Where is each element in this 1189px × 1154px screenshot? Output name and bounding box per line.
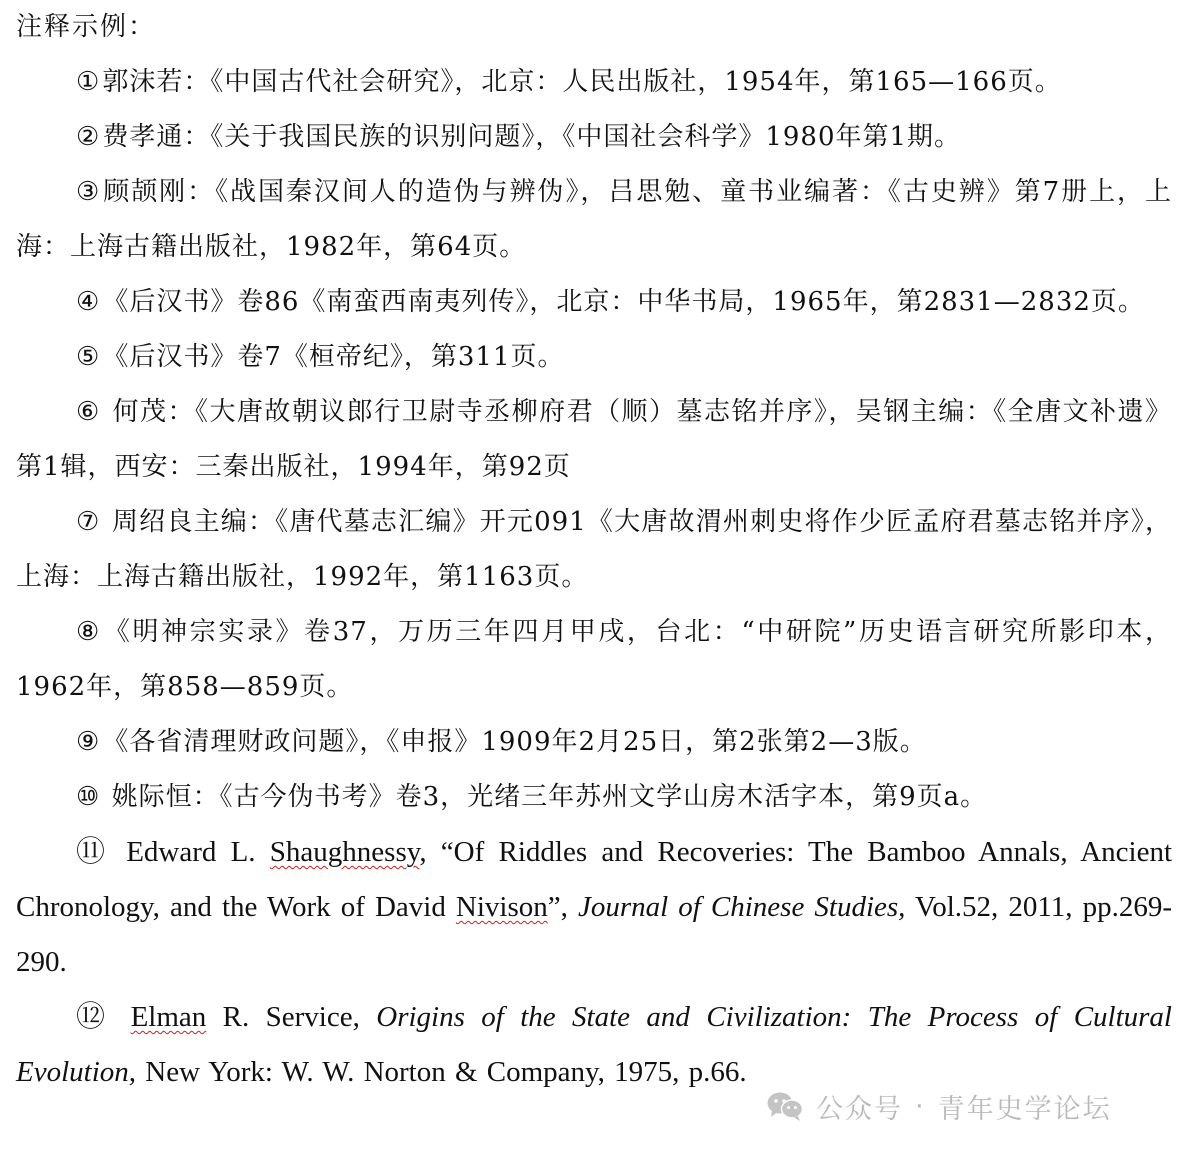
footnote-text: 《各省清理财政问题》，《申报》1909年2月25日，第2张第2—3版。 [102,727,927,757]
footnote-8 [16,605,1172,715]
article-title: , “Of Riddles and Recoveries: The Bamboo Annals, Ancient Chronology, and the Work of David [16,836,1172,923]
citation-details: Vol.52, 2011, pp.269-290. [16,891,1172,978]
journal-title: Journal of Chinese Studies, [577,891,906,923]
spellcheck-marked-word: Shaughnessy [269,836,420,868]
footnote-9 [16,715,1172,770]
footnote-number: ① [76,67,101,97]
footnote-text: 郭沫若：《中国古代社会研究》，北京：人民出版社，1954年，第165—166页。 [102,67,1062,97]
footnote-11 [16,825,1172,990]
footnote-number: ⑦ [76,507,101,537]
footnote-text: 姚际恒：《古今伪书考》卷3，光绪三年苏州文学山房木活字本，第9页a。 [111,782,988,812]
spellcheck-marked-word: Elman [130,1001,207,1033]
article-title-end: ”, [547,891,578,923]
wechat-icon [766,1090,804,1122]
watermark-source: 公众号 [816,1093,903,1125]
footnote-text: 《后汉书》卷86《南蛮西南夷列传》，北京：中华书局，1965年，第2831—2832页。 [102,287,1145,317]
footnote-text: 《明神宗实录》卷37，万历三年四月甲戌，台北：“中研院”历史语言研究所影印本，1962年，第858—859页。 [16,617,1173,702]
footnote-number: ⑧ [76,617,102,647]
footnote-number: ② [76,122,101,152]
footnote-6 [16,385,1172,495]
footnote-number: ③ [76,177,102,207]
footnote-number: ⑤ [76,342,101,372]
wechat-watermark [766,1084,1112,1128]
footnote-text: 《后汉书》卷7《桓帝纪》，第311页。 [102,342,565,372]
footnote-text: 何茂：《大唐故朝议郎行卫尉寺丞柳府君（顺）墓志铭并序》，吴钢主编：《全唐文补遗》第1辑，西安：三秦出版社，1994年，第92页 [16,397,1173,482]
footnote-1 [16,55,1172,110]
watermark-account-name: 青年史学论坛 [937,1093,1112,1125]
footnote-text: 周绍良主编：《唐代墓志汇编》开元091《大唐故渭州刺史将作少匠孟府君墓志铭并序》，上海：上海古籍出版社，1992年，第1163页。 [16,507,1173,592]
footnote-number: ⑥ [76,397,101,427]
author-name: Edward L. [126,836,270,868]
citation-details: New York: W. W. Norton & Company, 1975, p.66. [136,1056,747,1088]
spellcheck-marked-word: Nivison [455,891,548,923]
watermark-separator: · [915,1090,926,1122]
book-title: Origins of the State and Civilization: The Process of Cultural Evolution, [16,1001,1172,1088]
footnote-number: ⑪ [76,836,110,868]
footnote-4 [16,275,1172,330]
footnote-number: ⑫ [76,1001,113,1033]
footnote-number: ④ [76,287,101,317]
footnote-3 [16,165,1172,275]
footnote-text: 费孝通：《关于我国民族的识别问题》，《中国社会科学》1980年第1期。 [102,122,962,152]
author-name: R. Service, [206,1001,377,1033]
footnote-2 [16,110,1172,165]
footnote-10 [16,770,1172,825]
footnote-number: ⑩ [76,782,101,812]
document-page [16,0,1172,1100]
page-heading: 注释示例： [16,12,157,42]
footnote-5 [16,330,1172,385]
footnote-number: ⑨ [76,727,101,757]
footnote-7 [16,495,1172,605]
footnote-text: 顾颉刚：《战国秦汉间人的造伪与辨伪》，吕思勉、童书业编著：《古史辨》第7册上，上海：上海古籍出版社，1982年，第64页。 [16,177,1172,262]
